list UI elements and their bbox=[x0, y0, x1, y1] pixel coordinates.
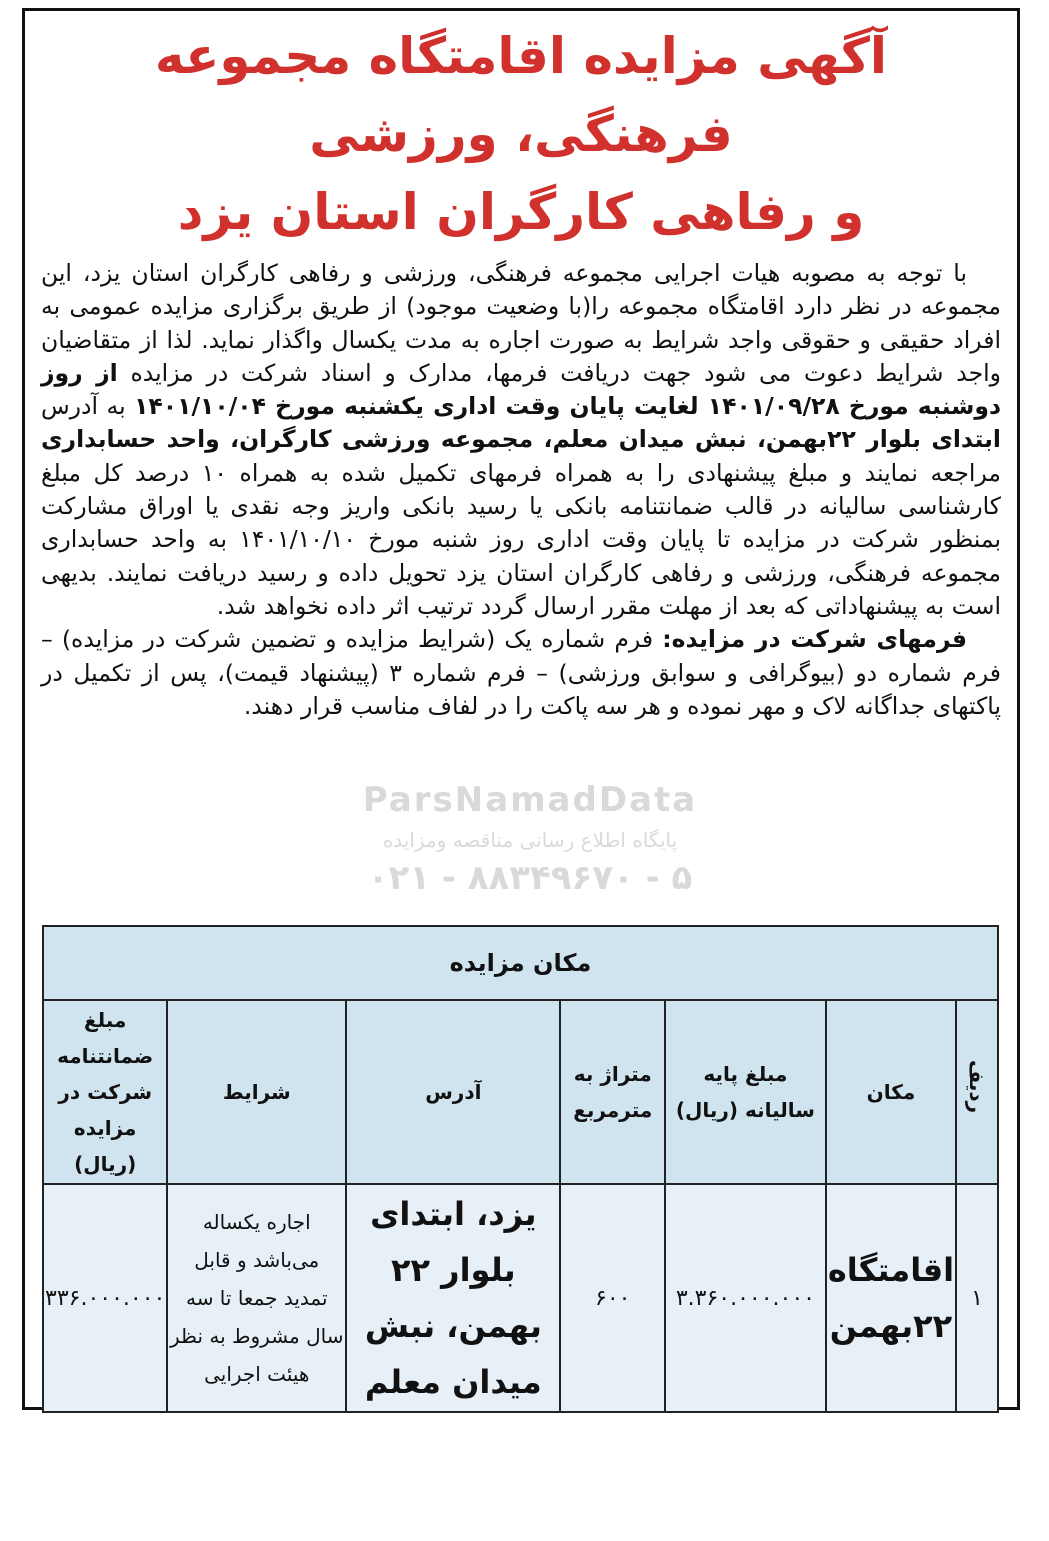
paragraph-2-text: فرم شماره یک (شرایط مزایده و تضمین شرکت در مزایده) – فرم شماره دو (بیوگرافی و سوابق ورزشی) – فرم شماره ۳ (پیشنهاد قیمت)، پس از تکمیل در پاکتهای جداگانه لاک و مهر نموده و هر سه پاکت را در لفاف مناسب قرار دهند. bbox=[41, 625, 1001, 720]
header-base-price: مبلغ پایه سالیانه (ریال) bbox=[665, 1000, 826, 1184]
header-place: مکان bbox=[826, 1000, 956, 1184]
paragraph-1 bbox=[41, 257, 1001, 623]
paragraph-1-address: ابتدای بلوار ۲۲بهمن، نبش میدان معلم، مجموعه ورزشی کارگران، واحد حسابداری bbox=[41, 425, 1001, 454]
cell-row-number: ۱ bbox=[956, 1184, 998, 1412]
cell-address: یزد، ابتدای بلوار ۲۲ بهمن، نبش میدان معلم bbox=[346, 1184, 560, 1412]
table-caption: مکان مزایده bbox=[43, 926, 998, 1000]
paragraph-2-label: فرمهای شرکت در مزایده: bbox=[662, 625, 967, 654]
cell-place: اقامتگاه ۲۲بهمن bbox=[826, 1184, 956, 1412]
cell-conditions: اجاره یکساله می‌باشد و قابل تمدید جمعا تا سه سال مشروط به نظر هیئت اجرایی bbox=[167, 1184, 346, 1412]
header-address: آدرس bbox=[346, 1000, 560, 1184]
header-area: متراژ به مترمربع bbox=[560, 1000, 665, 1184]
header-row-number: ردیف bbox=[956, 1000, 998, 1184]
watermark-phone: ۰۲۱ - ۸۸۳۴۹۶۷۰ - ۵ bbox=[367, 858, 693, 898]
watermark-subtitle: پایگاه اطلاع رسانی مناقصه ومزایده bbox=[382, 828, 678, 852]
cell-base-price: ۳.۳۶۰.۰۰۰.۰۰۰ bbox=[665, 1184, 826, 1412]
header-conditions: شرایط bbox=[167, 1000, 346, 1184]
paragraph-1-intro: با توجه به مصوبه هیات اجرایی مجموعه فرهنگی، ورزشی و رفاهی کارگران استان یزد، این مجموعه در نظر دارد اقامتگاه مجموعه را(با وضعیت موجود) از طریق برگزاری مزایده عمومی به افراد حقیقی و حقوقی واجد شرایط به صورت اجاره به مدت یکسال واگذار نماید. لذا از متقاضیان واجد شرایط دعوت می شود جهت دریافت فرمها، مدارک و اسناد شرکت در مزایده bbox=[41, 259, 1001, 387]
title-line-1: آگهی مزایده اقامتگاه مجموعه فرهنگی، ورزشی bbox=[154, 27, 888, 163]
cell-area: ۶۰۰ bbox=[560, 1184, 665, 1412]
title-line-2: و رفاهی کارگران استان یزد bbox=[177, 183, 865, 241]
paragraph-1-dates: از روز دوشنبه مورخ ۱۴۰۱/۰۹/۲۸ لغایت پایان وقت اداری یکشنبه مورخ ۱۴۰۱/۱۰/۰۴ bbox=[41, 358, 1002, 421]
header-guarantee: مبلغ ضمانتنامه شرکت در مزایده (ریال) bbox=[43, 1000, 167, 1184]
notice-title bbox=[39, 17, 1003, 251]
watermark-brand: ParsNamadData bbox=[362, 780, 698, 820]
paragraph-1-rest: مراجعه نمایند و مبلغ پیشنهادی را به همراه فرمهای تکمیل شده به همراه ۱۰ درصد کل مبلغ کارشناسی سالیانه در قالب ضمانتنامه بانکی یا رسید بانکی واریز وجه نقدی یا اوراق مشارکت بمنظور شرکت در مزایده تا پایان وقت اداری روز شنبه مورخ ۱۴۰۱/۱۰/۱۰ به واحد حسابداری مجموعه فرهنگی، ورزشی و رفاهی کارگران استان یزد تحویل داده و رسید دریافت نمایند. بدیهی است به پیشنهاداتی که بعد از مهلت مقرر ارسال گردد ترتیب اثر داده نخواهد شد. bbox=[41, 458, 1002, 620]
paragraph-2 bbox=[41, 623, 1001, 723]
cell-guarantee: ۳۳۶.۰۰۰.۰۰۰ bbox=[43, 1184, 167, 1412]
notice-body bbox=[41, 257, 1001, 723]
auction-table bbox=[42, 925, 999, 1413]
table-header-row bbox=[43, 1000, 998, 1184]
paragraph-1-address-label: به آدرس bbox=[41, 392, 135, 421]
table-row bbox=[43, 1184, 998, 1412]
